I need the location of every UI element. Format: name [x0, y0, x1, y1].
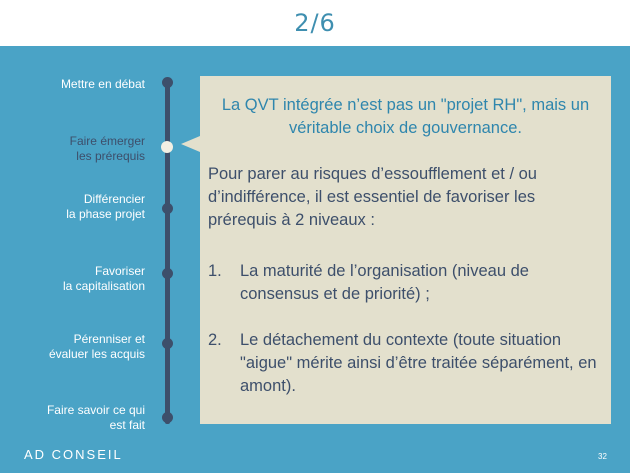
step-label-faire-savoir[interactable]	[0, 403, 145, 433]
content-intro: Pour parer au risques d’essoufflement et / ou d’indifférence, il est essentiel de favoriser les prérequis à 2 niveaux :	[208, 165, 537, 229]
step-label-favoriser[interactable]	[0, 264, 145, 294]
step-label-mettre-en-debat[interactable]	[0, 77, 145, 92]
step-label-differencier[interactable]	[0, 192, 145, 222]
timeline-dot-2-active[interactable]	[161, 141, 173, 153]
list-item-number: 2.	[208, 331, 222, 349]
list-item-number: 1.	[208, 262, 222, 280]
step-label-perenniser[interactable]	[0, 332, 145, 362]
step-label-text: Favoriser la capitalisation	[62, 264, 145, 293]
timeline-dot-4[interactable]	[162, 268, 173, 279]
step-label-text: Différencier la phase projet	[66, 192, 145, 221]
step-label-text: Faire savoir ce qui est fait	[46, 403, 145, 432]
timeline-dot-6[interactable]	[162, 412, 173, 423]
timeline-dot-5[interactable]	[162, 338, 173, 349]
slide-page-number: 32	[598, 452, 607, 461]
page-indicator: 2/6	[294, 9, 336, 37]
step-label-text: Faire émerger les prérequis	[69, 134, 145, 163]
page-header	[0, 0, 630, 46]
timeline-dot-1[interactable]	[162, 77, 173, 88]
list-item-text: La maturité de l’organisation (niveau de consensus et de priorité) ;	[240, 262, 529, 303]
step-label-text: Pérenniser et évaluer les acquis	[48, 332, 145, 361]
content-box	[200, 76, 611, 424]
slide-body	[0, 46, 630, 473]
step-label-faire-emerger[interactable]	[0, 134, 145, 164]
brand-logo: AD CONSEIL	[24, 447, 123, 462]
content-box-pointer	[181, 136, 200, 152]
timeline-line	[165, 82, 170, 424]
content-headline: La QVT intégrée n’est pas un "projet RH", mais un véritable choix de gouvernance.	[221, 96, 590, 137]
step-label-text: Mettre en débat	[60, 77, 145, 91]
list-item-text: Le détachement du contexte (toute situation "aigue" mérite ainsi d’être traitée séparément, en amont).	[240, 331, 597, 395]
timeline-dot-3[interactable]	[162, 203, 173, 214]
